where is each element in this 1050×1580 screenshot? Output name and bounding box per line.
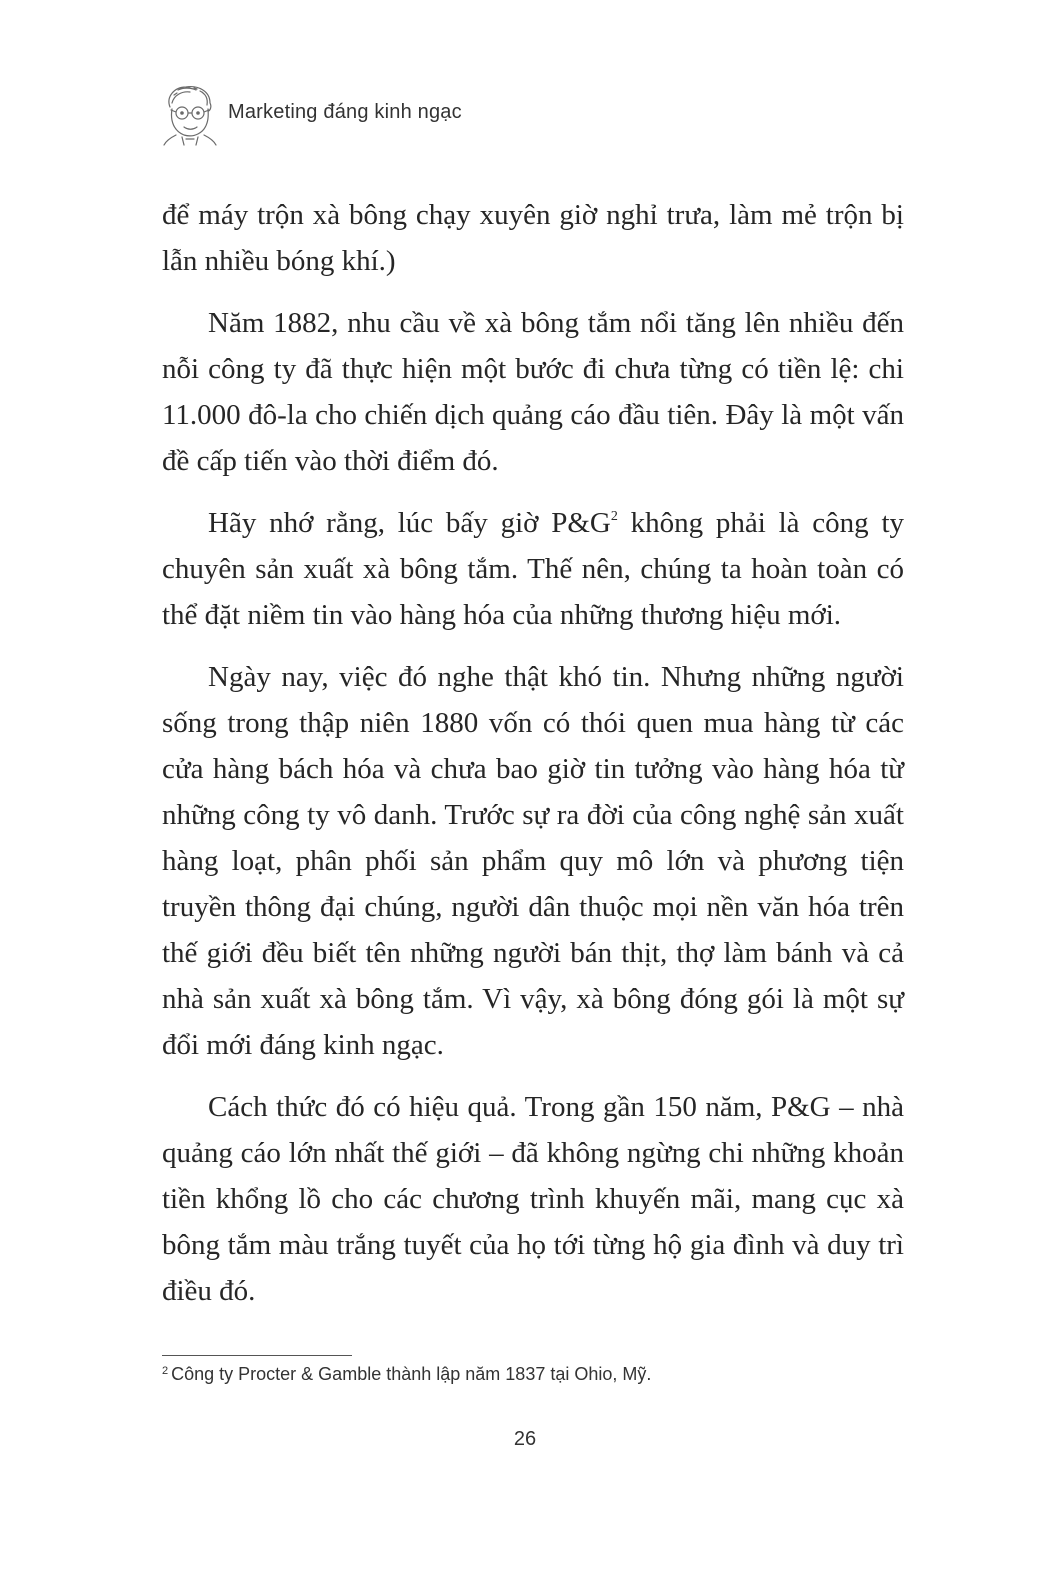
footnote bbox=[162, 1364, 904, 1385]
page-number: 26 bbox=[513, 1428, 537, 1450]
paragraph bbox=[162, 500, 904, 638]
paragraph: Cách thức đó có hiệu quả. Trong gần 150 năm, P&G – nhà quảng cáo lớn nhất thế giới – đã không ngừng chi những khoản tiền khổng lồ cho các chương trình khuyến mãi, mang cục xà bông tắm màu trắng tuyết của họ tới từng hộ gia đình và duy trì điều đó. bbox=[162, 1091, 904, 1307]
footnote-divider bbox=[162, 1355, 352, 1356]
cartoon-face-icon bbox=[160, 81, 220, 147]
main-text bbox=[162, 192, 904, 1314]
paragraph: để máy trộn xà bông chạy xuyên giờ nghỉ trưa, làm mẻ trộn bị lẫn nhiều bóng khí.) bbox=[162, 199, 904, 277]
paragraph: Ngày nay, việc đó nghe thật khó tin. Nhưng những người sống trong thập niên 1880 vốn có thói quen mua hàng từ các cửa hàng bách hóa và chưa bao giờ tin tưởng vào hàng hóa từ những công ty vô danh. Trước sự ra đời của công nghệ sản xuất hàng loạt, phân phối sản phẩm quy mô lớn và phương tiện truyền thông đại chúng, người dân thuộc mọi nền văn hóa trên thế giới đều biết tên những người bán thịt, thợ làm bánh và cả nhà sản xuất xà bông tắm. Vì vậy, xà bông đóng gói là một sự đổi mới đáng kinh ngạc. bbox=[162, 661, 904, 1061]
paragraph-text: Hãy nhớ rằng, lúc bấy giờ P&G bbox=[208, 507, 611, 539]
paragraph-text: không phải là công ty chuyên sản xuất xà bông tắm. Thế nên, chúng ta hoàn toàn có thể đặt niềm tin vào hàng hóa của những thương hiệu mới. bbox=[162, 507, 905, 631]
running-header bbox=[160, 78, 462, 150]
paragraph: Năm 1882, nhu cầu về xà bông tắm nổi tăng lên nhiều đến nỗi công ty đã thực hiện một bước đi chưa từng có tiền lệ: chi 11.000 đô-la cho chiến dịch quảng cáo đầu tiên. Đây là một vấn đề cấp tiến vào thời điểm đó. bbox=[162, 307, 904, 477]
footnote-marker: 2 bbox=[162, 1365, 169, 1377]
running-header-title: Marketing đáng kinh ngạc bbox=[228, 100, 462, 123]
footnote-text: Công ty Procter & Gamble thành lập năm 1837 tại Ohio, Mỹ. bbox=[171, 1364, 652, 1384]
footnote-reference[interactable]: 2 bbox=[610, 509, 618, 524]
